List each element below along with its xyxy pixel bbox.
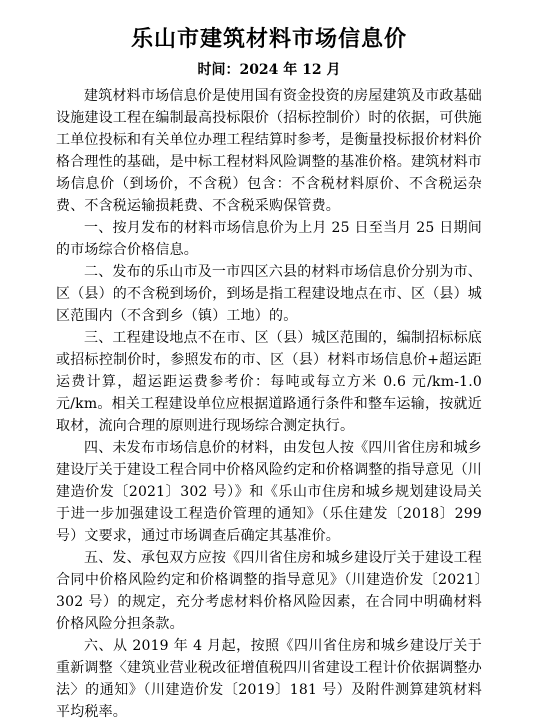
paragraph-item-5: 五、发、承包双方应按《四川省住房和城乡建设厅关于建设工程合同中价格风险约定和价格调整的指导意见》（川建造价发〔2021〕302 号）的规定，充分考虑材料价格风险因素，在合同中明确材料价格风险分担条款。 bbox=[56, 550, 482, 632]
paragraph-item-1: 一、按月发布的材料市场信息价为上月 25 日至当月 25 日期间的市场综合价格信息。 bbox=[56, 220, 482, 258]
paragraph-item-2: 二、发布的乐山市及一市四区六县的材料市场信息价分别为市、区（县）的不含税到场价，到场是指工程建设地点在市、区（县）城区范围内（不含到乡（镇）工地）的。 bbox=[56, 264, 482, 324]
paragraph-item-4: 四、未发布市场信息价的材料，由发包人按《四川省住房和城乡建设厅关于建设工程合同中价格风险约定和价格调整的指导意见（川建造价发〔2021〕302 号）》和《乐山市住房和城乡规划建设局关于进一步加强建设工程造价管理的通知》（乐住建发〔2018〕299 号）文要求，通过市场调查后确定其基准价。 bbox=[56, 440, 482, 544]
paragraph-intro: 建筑材料市场信息价是使用国有资金投资的房屋建筑及市政基础设施建设工程在编制最高投标限价（招标控制价）时的依据，可供施工单位投标和有关单位办理工程结算时参考，是衡量投标报价材料价格合理性的基础，是中标工程材料风险调整的基准价格。建筑材料市场信息价（到场价，不含税）包含：不含税材料原价、不含税运杂费、不含税运输损耗费、不含税采购保管费。 bbox=[56, 88, 482, 214]
paragraph-item-6: 六、从 2019 年 4 月起，按照《四川省住房和城乡建设厅关于重新调整〈建筑业营业税改征增值税四川省建设工程计价依据调整办法〉的通知》（川建造价发〔2019〕181 号）及附件测算建筑材料平均税率。 bbox=[56, 638, 482, 720]
document-title: 乐山市建筑材料市场信息价 bbox=[130, 27, 407, 52]
document-time: 时间：2024 年 12 月 bbox=[197, 62, 341, 78]
paragraph-item-3: 三、工程建设地点不在市、区（县）城区范围的，编制招标标底或招标控制价时，参照发布的市、区（县）材料市场信息价+超运距运费计算，超运距运费参考价：每吨或每立方米 0.6 元/km-1.0 元/km。相关工程建设单位应根据道路通行条件和整车运输，按就近取材，流向合理的原则进行现场综合测定执行。 bbox=[56, 330, 482, 434]
